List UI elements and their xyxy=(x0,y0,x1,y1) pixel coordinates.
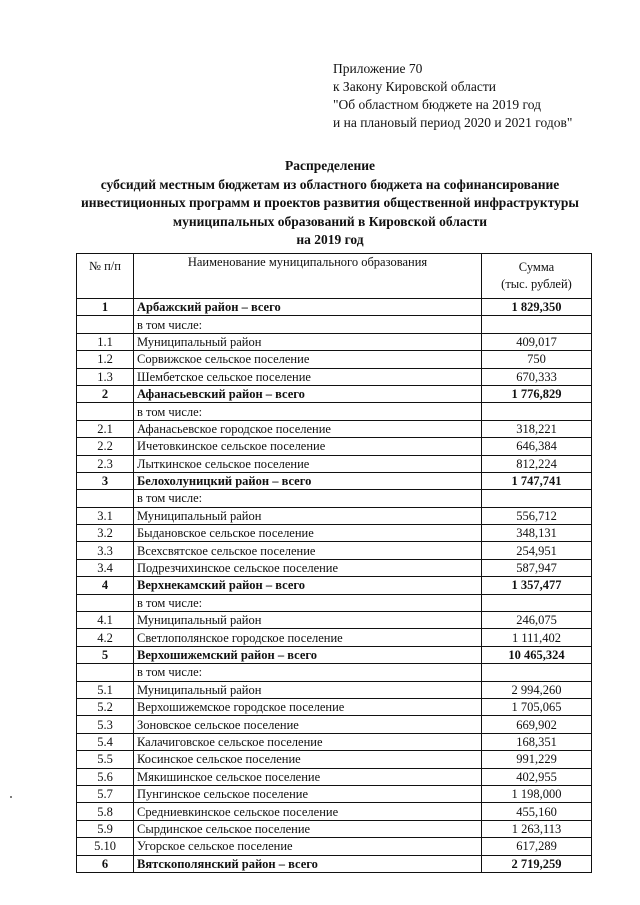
table-row xyxy=(77,594,592,611)
cell-sum xyxy=(482,664,592,681)
cell-num: 4 xyxy=(77,577,134,594)
cell-name: в том числе: xyxy=(134,403,482,420)
cell-name: Муниципальный район xyxy=(134,681,482,698)
cell-sum: 1 747,741 xyxy=(482,472,592,489)
cell-name: Косинское сельское поселение xyxy=(134,751,482,768)
table-row xyxy=(77,751,592,768)
cell-name: Всехсвятское сельское поселение xyxy=(134,542,482,559)
cell-num: 4.1 xyxy=(77,612,134,629)
cell-sum: 455,160 xyxy=(482,803,592,820)
cell-num: 2.3 xyxy=(77,455,134,472)
cell-name: Лыткинское сельское поселение xyxy=(134,455,482,472)
cell-num: 5.8 xyxy=(77,803,134,820)
cell-name: Афанасьевский район – всего xyxy=(134,385,482,402)
cell-sum: 1 263,113 xyxy=(482,820,592,837)
table-row-total xyxy=(77,855,592,872)
table-row-total xyxy=(77,385,592,402)
appendix-line: и на плановый период 2020 и 2021 годов" xyxy=(333,115,573,130)
table-row xyxy=(77,838,592,855)
appendix-header xyxy=(333,60,572,132)
cell-name: Быдановское сельское поселение xyxy=(134,525,482,542)
cell-num: 1 xyxy=(77,299,134,316)
cell-sum: 991,229 xyxy=(482,751,592,768)
table-row xyxy=(77,803,592,820)
cell-name: Вятскополянский район – всего xyxy=(134,855,482,872)
cell-name: Зоновское сельское поселение xyxy=(134,716,482,733)
cell-sum: 2 994,260 xyxy=(482,681,592,698)
cell-sum: 409,017 xyxy=(482,333,592,350)
appendix-line: Приложение 70 xyxy=(333,61,423,76)
header-sum-unit: (тыс. рублей) xyxy=(501,277,572,291)
cell-sum: 587,947 xyxy=(482,559,592,576)
cell-name: в том числе: xyxy=(134,490,482,507)
cell-num: 5.6 xyxy=(77,768,134,785)
cell-num: 3 xyxy=(77,472,134,489)
cell-sum: 1 705,065 xyxy=(482,698,592,715)
cell-num: 5 xyxy=(77,646,134,663)
cell-num: 1.2 xyxy=(77,351,134,368)
appendix-line: "Об областном бюджете на 2019 год xyxy=(333,97,541,112)
table-row-total xyxy=(77,472,592,489)
title-line: инвестиционных программ и проектов развития общественной инфраструктуры xyxy=(81,195,579,210)
table-row xyxy=(77,525,592,542)
cell-num: 4.2 xyxy=(77,629,134,646)
table-row xyxy=(77,664,592,681)
cell-name: Муниципальный район xyxy=(134,507,482,524)
cell-name: Верхошижемский район – всего xyxy=(134,646,482,663)
header-num: № п/п xyxy=(77,254,134,299)
appendix-line: к Закону Кировской области xyxy=(333,79,497,94)
cell-num xyxy=(77,403,134,420)
table-row xyxy=(77,490,592,507)
cell-name: Калачиговское сельское поселение xyxy=(134,733,482,750)
table-row xyxy=(77,681,592,698)
cell-num: 3.3 xyxy=(77,542,134,559)
table-row xyxy=(77,438,592,455)
table-row xyxy=(77,785,592,802)
cell-num: 3.2 xyxy=(77,525,134,542)
cell-name: в том числе: xyxy=(134,664,482,681)
cell-num: 5.5 xyxy=(77,751,134,768)
cell-sum xyxy=(482,490,592,507)
cell-num xyxy=(77,594,134,611)
title-line: субсидий местным бюджетам из областного бюджета на софинансирование xyxy=(100,176,560,192)
table-row xyxy=(77,403,592,420)
table-row xyxy=(77,716,592,733)
header-sum-line: Сумма xyxy=(518,260,555,274)
cell-num: 5.10 xyxy=(77,838,134,855)
cell-name: Верхнекамский район – всего xyxy=(134,577,482,594)
cell-num: 2 xyxy=(77,385,134,402)
document-title xyxy=(60,157,600,250)
cell-num: 6 xyxy=(77,855,134,872)
table-row xyxy=(77,507,592,524)
cell-sum: 348,131 xyxy=(482,525,592,542)
cell-sum: 1 111,402 xyxy=(482,629,592,646)
cell-num: 5.4 xyxy=(77,733,134,750)
table-row xyxy=(77,820,592,837)
cell-name: Белохолуницкий район – всего xyxy=(134,472,482,489)
cell-name: Афанасьевское городское поселение xyxy=(134,420,482,437)
cell-name: Пунгинское сельское поселение xyxy=(134,785,482,802)
cell-sum: 10 465,324 xyxy=(482,646,592,663)
title-line: на 2019 год xyxy=(296,232,364,247)
cell-sum xyxy=(482,316,592,333)
cell-num: 1.3 xyxy=(77,368,134,385)
table-row xyxy=(77,542,592,559)
cell-num: 2.1 xyxy=(77,420,134,437)
table-row-total xyxy=(77,577,592,594)
cell-num: 5.2 xyxy=(77,698,134,715)
cell-sum: 1 198,000 xyxy=(482,785,592,802)
cell-sum: 1 357,477 xyxy=(482,577,592,594)
table-row xyxy=(77,368,592,385)
table-row xyxy=(77,420,592,437)
cell-num: 5.7 xyxy=(77,785,134,802)
cell-name: Верхошижемское городское поселение xyxy=(134,698,482,715)
cell-sum: 1 829,350 xyxy=(482,299,592,316)
cell-num: 5.3 xyxy=(77,716,134,733)
table-row xyxy=(77,559,592,576)
cell-name: в том числе: xyxy=(134,594,482,611)
cell-name: Ичетовкинское сельское поселение xyxy=(134,438,482,455)
cell-name: Арбажский район – всего xyxy=(134,299,482,316)
cell-sum: 402,955 xyxy=(482,768,592,785)
cell-sum: 669,902 xyxy=(482,716,592,733)
header-name: Наименование муниципального образования xyxy=(134,254,482,299)
cell-num xyxy=(77,664,134,681)
cell-name: Сорвижское сельское поселение xyxy=(134,351,482,368)
cell-num: 2.2 xyxy=(77,438,134,455)
table-row xyxy=(77,333,592,350)
table-row xyxy=(77,698,592,715)
cell-num: 5.9 xyxy=(77,820,134,837)
table-body xyxy=(77,299,592,873)
cell-sum: 617,289 xyxy=(482,838,592,855)
cell-name: Светлополянское городское поселение xyxy=(134,629,482,646)
cell-sum: 646,384 xyxy=(482,438,592,455)
cell-sum xyxy=(482,403,592,420)
cell-name: Сырдинское сельское поселение xyxy=(134,820,482,837)
scan-speck xyxy=(10,796,12,798)
cell-sum: 246,075 xyxy=(482,612,592,629)
table-row xyxy=(77,612,592,629)
header-sum xyxy=(482,254,592,299)
cell-num xyxy=(77,316,134,333)
cell-name: в том числе: xyxy=(134,316,482,333)
table-row-total xyxy=(77,299,592,316)
cell-num: 1.1 xyxy=(77,333,134,350)
table-row-total xyxy=(77,646,592,663)
table-row xyxy=(77,733,592,750)
cell-num: 3.4 xyxy=(77,559,134,576)
cell-name: Средниевкинское сельское поселение xyxy=(134,803,482,820)
table-header-row xyxy=(77,254,592,299)
cell-sum xyxy=(482,594,592,611)
cell-sum: 812,224 xyxy=(482,455,592,472)
cell-sum: 750 xyxy=(482,351,592,368)
cell-name: Мякишинское сельское поселение xyxy=(134,768,482,785)
table-row xyxy=(77,629,592,646)
cell-sum: 318,221 xyxy=(482,420,592,437)
cell-sum: 1 776,829 xyxy=(482,385,592,402)
cell-name: Угорское сельское поселение xyxy=(134,838,482,855)
cell-name: Подрезчихинское сельское поселение xyxy=(134,559,482,576)
table-row xyxy=(77,455,592,472)
cell-num: 5.1 xyxy=(77,681,134,698)
title-line: Распределение xyxy=(284,158,376,173)
cell-num: 3.1 xyxy=(77,507,134,524)
cell-name: Муниципальный район xyxy=(134,333,482,350)
cell-sum: 254,951 xyxy=(482,542,592,559)
cell-sum: 168,351 xyxy=(482,733,592,750)
cell-num xyxy=(77,490,134,507)
title-line: муниципальных образований в Кировской области xyxy=(172,213,488,229)
cell-sum: 2 719,259 xyxy=(482,855,592,872)
table-row xyxy=(77,768,592,785)
subsidy-table xyxy=(76,253,592,873)
cell-sum: 670,333 xyxy=(482,368,592,385)
cell-name: Шембетское сельское поселение xyxy=(134,368,482,385)
table-row xyxy=(77,351,592,368)
cell-sum: 556,712 xyxy=(482,507,592,524)
cell-name: Муниципальный район xyxy=(134,612,482,629)
table-row xyxy=(77,316,592,333)
